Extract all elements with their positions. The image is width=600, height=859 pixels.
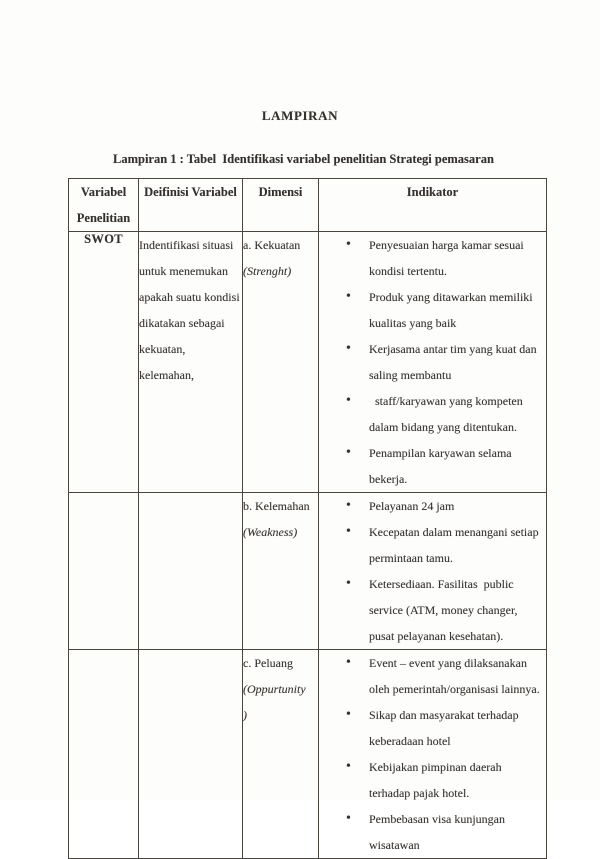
table-row bbox=[69, 650, 547, 859]
dimensi-term-cont: ) bbox=[243, 708, 247, 722]
indicator-item: • Penampilan karyawan selama bekerja. bbox=[369, 440, 540, 492]
indikator-kelemahan bbox=[319, 493, 547, 650]
indikator-peluang bbox=[319, 650, 547, 859]
dimensi-peluang bbox=[243, 650, 319, 859]
definisi-empty bbox=[139, 650, 243, 859]
indicator-item: • Pelayanan 24 jam bbox=[369, 493, 540, 519]
header-dimensi: Dimensi bbox=[243, 179, 319, 232]
indicator-item: • Ketersediaan. Fasilitas public service (ATM, money changer, pusat pelayanan kesehatan). bbox=[369, 571, 540, 649]
indicator-list bbox=[319, 493, 546, 649]
indikator-kekuatan bbox=[319, 232, 547, 493]
dimensi-label: a. Kekuatan bbox=[243, 238, 301, 252]
indicator-item: • staff/karyawan yang kompeten dalam bidang yang ditentukan. bbox=[369, 388, 540, 440]
table-header-row bbox=[69, 179, 547, 232]
variabel-empty bbox=[69, 650, 139, 859]
dimensi-label: b. Kelemahan bbox=[243, 499, 310, 513]
definisi-swot: Indentifikasi situasi untuk menemukan apakah suatu kondisi dikatakan sebagai kekuatan, kelemahan, bbox=[139, 232, 243, 493]
indicator-item: • Penyesuaian harga kamar sesuai kondisi tertentu. bbox=[369, 232, 540, 284]
table-row bbox=[69, 232, 547, 493]
indicator-item: • Kebijakan pimpinan daerah terhadap pajak hotel. bbox=[369, 754, 540, 806]
definisi-empty bbox=[139, 493, 243, 650]
dimensi-term: (Weakness) bbox=[243, 525, 298, 539]
indicator-list bbox=[319, 650, 546, 858]
header-variabel-penelitian: Variabel Penelitian bbox=[69, 179, 139, 232]
identification-table bbox=[68, 178, 547, 859]
header-indikator: Indikator bbox=[319, 179, 547, 232]
table-caption: Lampiran 1 : Tabel Identifikasi variabel penelitian Strategi pemasaran bbox=[113, 152, 494, 166]
header-definisi-variabel: Deifinisi Variabel bbox=[139, 179, 243, 232]
indicator-item: • Event – event yang dilaksanakan oleh pemerintah/organisasi lainnya. bbox=[369, 650, 540, 702]
indicator-item: • Sikap dan masyarakat terhadap keberadaan hotel bbox=[369, 702, 540, 754]
indicator-item: • Kerjasama antar tim yang kuat dan saling membantu bbox=[369, 336, 540, 388]
page-title: LAMPIRAN bbox=[261, 108, 339, 123]
dimensi-kelemahan bbox=[243, 493, 319, 650]
indicator-list bbox=[319, 232, 546, 492]
indicator-item: • Kecepatan dalam menangani setiap permintaan tamu. bbox=[369, 519, 540, 571]
dimensi-term: (Strenght) bbox=[243, 264, 292, 278]
variabel-empty bbox=[69, 493, 139, 650]
dimensi-label: c. Peluang bbox=[243, 656, 293, 670]
indicator-item: • Produk yang ditawarkan memiliki kualitas yang baik bbox=[369, 284, 540, 336]
dimensi-term: (Oppurtunity bbox=[243, 682, 306, 696]
dimensi-kekuatan bbox=[243, 232, 319, 493]
table-row bbox=[69, 493, 547, 650]
indicator-item: • Pembebasan visa kunjungan wisatawan bbox=[369, 806, 540, 858]
variabel-swot: SWOT bbox=[69, 232, 139, 493]
